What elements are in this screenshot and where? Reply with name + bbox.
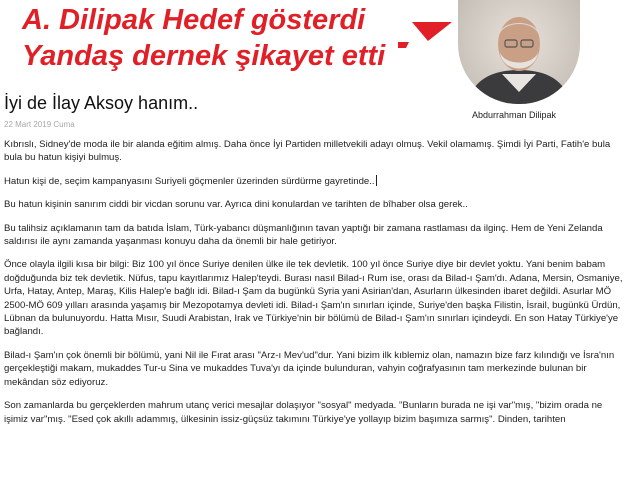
paragraph: Kıbrıslı, Sidney'de moda ile bir alanda eğitim almış. Daha önce İyi Partiden milletvekili adayı olmuş. Vekil olamamış. Şimdi İyi Parti, Fatih'e bula bula bu hatun kişiyi bulmuş. xyxy=(4,139,611,164)
article-body xyxy=(4,138,624,436)
article-date: 22 Mart 2019 Cuma xyxy=(4,120,75,129)
text-cursor xyxy=(376,175,377,186)
article-title: İyi de İlay Aksoy hanım.. xyxy=(4,93,199,113)
paragraph: Bu hatun kişinin sanırım ciddi bir vicdan sorunu var. Ayrıca dini konulardan ve tarihten de bîhaber olsa gerek.. xyxy=(4,199,468,211)
paragraph: Son zamanlarda bu gerçeklerden mahrum utanç verici mesajlar dolaşıyor "sosyal" medyada. "Bunların burada ne işi var"mış, "bizim orada ne işimiz var"mış. "Esed çok akıllı adammış, ülkesinin issiz-güçsüz takımını Türkiye'ye yollayıp bizim başımıza sarmış". Dinden, tarihten xyxy=(4,400,603,425)
author-portrait-icon xyxy=(458,0,580,104)
paragraph: Önce olayla ilgili kısa bir bilgi: Biz 100 yıl önce Suriye denilen ülke ile tek devletik. 100 yıl önce Suriye diye bir devlet yoktu. Yani benim babam doğduğunda biz tek devletik. Nüfus, tapu kayıtlarımız Halep'teydi. Burası nasıl Bilad-ı Rum ise, orası da Bilad-ı Şam'dı. Adana, Mersin, Osmaniye, Urfa, Hatay, Antep, Maraş, Kilis Halep'e bağlı idi. Bilad-ı Şam da bugünkü Syria yani Asirian'dan, Asurların ülkesinden ibaret değildi. Asurlar MÖ 2500-MÖ 609 yılları arasında yaşamış bir Mezopotamya devleti idi. Bilad-ı Şam'ın sınırları içinde, Suriye'den başka Filistin, İsrail, bugünkü Ürdün, Lübnan da bulunuyordu. Hatta Mısır, Suudi Arabistan, Irak ve Türkiye'nin bir bölümü de Bilad-ı Şam'ın sınırları içindeydi. En son Hatay Türkiye'ye bağlandı. xyxy=(4,259,623,338)
paragraph: Bilad-ı Şam'ın çok önemli bir bölümü, yani Nil ile Fırat arası "Arz-ı Mev'ud"dur. Yani bizim ilk kıblemiz olan, namazın bize farz kılındığı ve İsra'nın gerçekleştiği makam, mukaddes Tur-u Sina ve mukaddes Tuva'yı da içinde bulunduran, vahyin coğrafyasının tam merkezinde bulunan bir mekândan söz ediyoruz. xyxy=(4,349,615,388)
paragraph: Hatun kişi de, seçim kampanyasını Suriyeli göçmenler üzerinden sürdürme gayretinde.. xyxy=(4,175,375,187)
exclamation-slash-icon xyxy=(398,22,452,48)
headline-line-2: Yandaş dernek şikayet etti xyxy=(22,40,386,72)
headline-line-1: A. Dilipak Hedef gösterdi xyxy=(22,4,366,36)
bottom-fade xyxy=(0,470,630,484)
author-name: Abdurrahman Dilipak xyxy=(472,110,557,120)
paragraph: Bu talihsiz açıklamanın tam da batıda İslam, Türk-yabancı düşmanlığının tavan yaptığı bir zamana rastlaması da ilginç. Hem de Yeni Zelanda saldırısı ile aynı zamanda yaşanması konuyu daha da önemli bir hale getiriyor. xyxy=(4,222,603,248)
author-photo xyxy=(458,0,580,104)
